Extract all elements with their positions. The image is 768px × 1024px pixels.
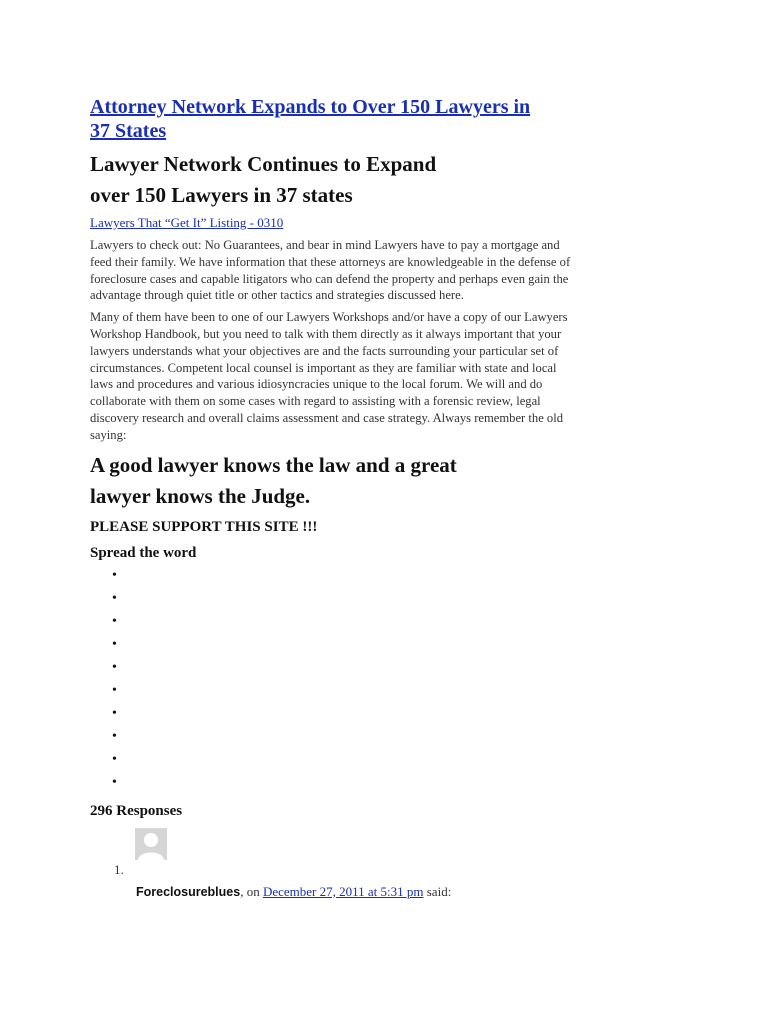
workshop-paragraph-line: saying: — [90, 427, 127, 442]
share-item[interactable] — [90, 589, 680, 612]
share-item[interactable] — [90, 727, 680, 750]
avatar — [135, 828, 167, 860]
share-item[interactable] — [90, 566, 680, 589]
workshop-paragraph — [90, 309, 680, 443]
share-item[interactable] — [90, 681, 680, 704]
intro-paragraph-line: advantage through quiet title or other tactics and strategies discussed here. — [90, 288, 464, 303]
headline — [90, 149, 680, 211]
quote-line-2: lawyer knows the Judge. — [90, 483, 311, 508]
bullet-icon: • — [112, 567, 117, 583]
quote-heading — [90, 450, 680, 512]
share-buttons-list — [90, 566, 680, 796]
share-item[interactable] — [90, 773, 680, 796]
share-item[interactable] — [90, 750, 680, 773]
comment-date-link[interactable]: December 27, 2011 at 5:31 pm — [262, 883, 424, 899]
support-site-text: PLEASE SUPPORT THIS SITE !!! — [90, 518, 318, 535]
share-item[interactable] — [90, 635, 680, 658]
share-item[interactable] — [90, 704, 680, 727]
bullet-icon: • — [112, 751, 117, 767]
post-title-link[interactable] — [90, 96, 530, 142]
bullet-icon: • — [112, 659, 117, 675]
intro-paragraph-line: feed their family. We have information that these attorneys are knowledgeable in the defense of — [90, 254, 571, 269]
workshop-paragraph-line: lawyers understands what your objectives are and the facts surrounding your particular set of — [90, 343, 559, 358]
workshop-paragraph-line: collaborate with them on some cases with regard to assisting with a forensic review, legal — [90, 394, 541, 409]
spread-the-word-heading: Spread the word — [90, 544, 197, 561]
intro-paragraph-line: Lawyers to check out: No Guarantees, and bear in mind Lawyers have to pay a mortgage and — [90, 238, 560, 252]
workshop-paragraph-line: discovery research and overall claims assessment and case strategy. Always remember the old — [90, 410, 564, 425]
share-item[interactable] — [90, 658, 680, 681]
post-title-line-2: 37 States — [90, 120, 167, 142]
default-avatar-icon — [135, 828, 167, 860]
comment-on-text: , on — [240, 883, 263, 899]
workshop-paragraph-line: circumstances. Competent local counsel is important as they are familiar with state and local — [90, 360, 557, 375]
comment-author: Foreclosureblues — [136, 884, 241, 899]
headline-line-1: Lawyer Network Continues to Expand — [90, 152, 437, 176]
lawyers-listing-link[interactable]: Lawyers That “Get It” Listing - 0310 — [90, 215, 284, 230]
bullet-icon: • — [112, 682, 117, 698]
share-item[interactable] — [90, 612, 680, 635]
comment-said-text: said: — [423, 883, 452, 899]
comment-number: 1. — [114, 861, 124, 877]
article — [90, 95, 680, 908]
responses-count: 296 Responses — [90, 802, 183, 819]
post-title — [90, 95, 680, 143]
headline-line-2: over 150 Lawyers in 37 states — [90, 183, 353, 207]
comment-meta — [136, 884, 451, 900]
workshop-paragraph-line: Many of them have been to one of our Lawyers Workshops and/or have a copy of our Lawyers — [90, 310, 568, 325]
bullet-icon: • — [112, 705, 117, 721]
workshop-paragraph-line: Workshop Handbook, but you need to talk with them directly as it always important that your — [90, 326, 562, 341]
bullet-icon: • — [112, 728, 117, 744]
bullet-icon: • — [112, 636, 117, 652]
intro-paragraph — [90, 237, 680, 304]
post-title-line-1: Attorney Network Expands to Over 150 Lawyers in — [90, 96, 531, 118]
bullet-icon: • — [112, 774, 117, 790]
quote-line-1: A good lawyer knows the law and a great — [90, 452, 457, 477]
workshop-paragraph-line: laws and procedures and various idiosyncracies unique to the local forum. We will and do — [90, 377, 543, 392]
intro-paragraph-line: foreclosure cases and capable litigators who can defend the property and perhaps even gain the — [90, 271, 569, 286]
bullet-icon: • — [112, 590, 117, 606]
comment-item — [90, 828, 680, 908]
bullet-icon: • — [112, 613, 117, 629]
